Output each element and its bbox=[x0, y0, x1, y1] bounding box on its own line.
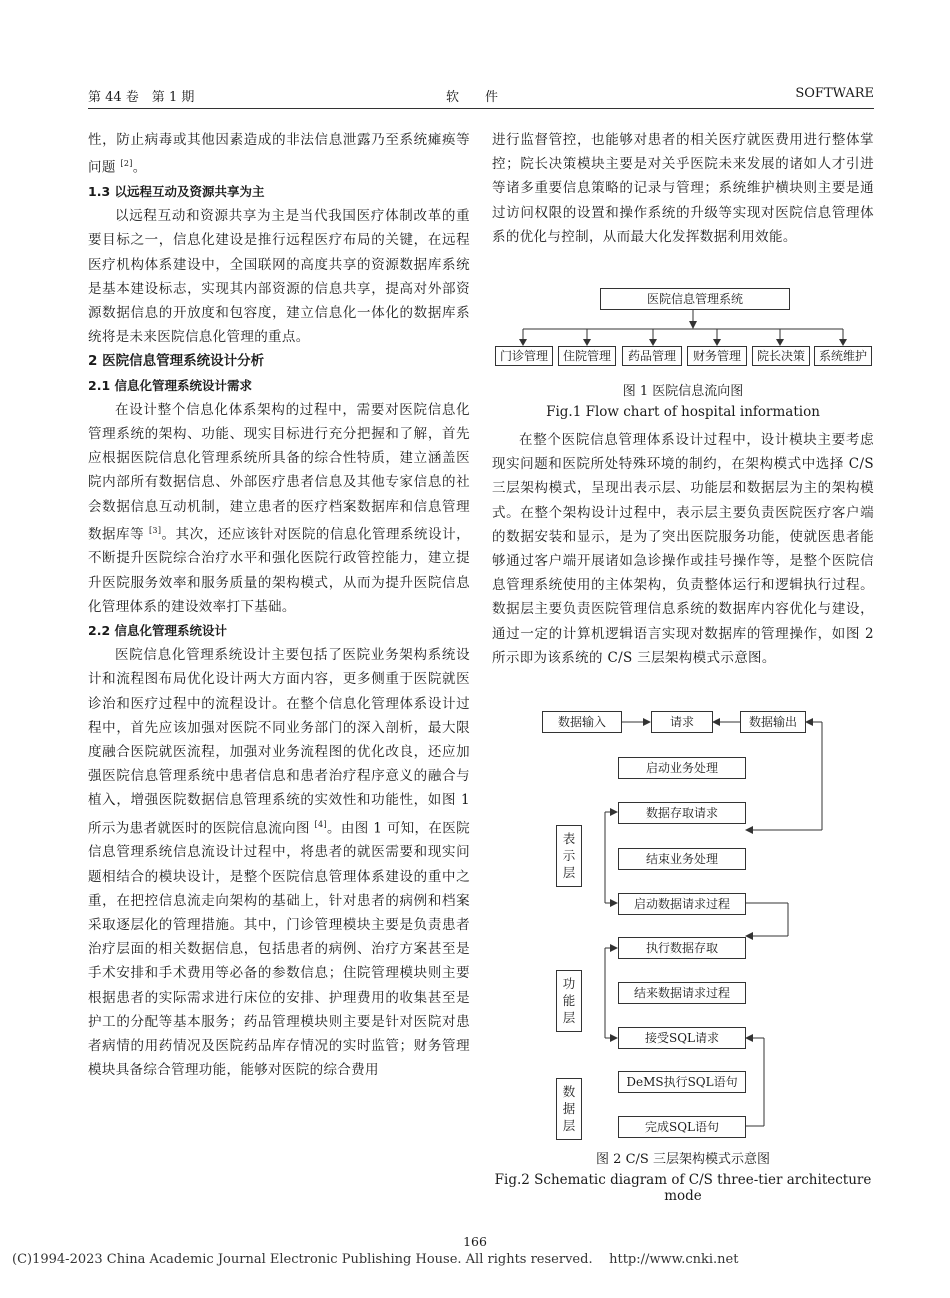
running-header-english: SOFTWARE bbox=[795, 86, 874, 101]
paragraph: 在整个医院信息管理体系设计过程中，设计模块主要考虑现实问题和医院所处特殊环境的制约，在架构模式中选择 C/S 三层架构模式，呈现出表示层、功能层和数据层为主的架构模式。在整个架构设计过程中，表示层主要负责医院医疗客户端的数据安装和显示，是为了突出医院服务功能，使就医患者能够通过客户端开展诸如急诊操作或挂号操作等，是整个医院信息管理系统使用的主体架构，负责整体运行和逻辑执行过程。数据层主要负责医院管理信息系统的数据库内容优化与建设，通过一定的计算机逻辑语言实现对数据库的管理操作，如图 2 所示即为该系统的 C/S 三层架构模式示意图。 bbox=[492, 432, 874, 666]
fig2-step-box: 结束业务处理 bbox=[618, 848, 746, 870]
copyright-notice: (C)1994-2023 China Academic Journal Electronic Publishing House. All rights reserved. http://www.cnki.net bbox=[12, 1252, 739, 1267]
fig2-step-box: 执行数据存取 bbox=[618, 937, 746, 959]
figure-1-caption-en: Fig.1 Flow chart of hospital information bbox=[546, 404, 820, 420]
running-header-volume: 第 44 卷 第 1 期 bbox=[88, 90, 195, 105]
fig2-layer-label-data: 数据层 bbox=[556, 1078, 582, 1140]
fig1-module-box: 药品管理 bbox=[622, 346, 682, 366]
fig2-step-box: DeMS执行SQL语句 bbox=[618, 1071, 746, 1093]
fig2-data-output-box: 数据输出 bbox=[740, 711, 806, 733]
fig2-step-box: 结来数据请求过程 bbox=[618, 982, 746, 1004]
section-heading-2-2: 2.2 信息化管理系统设计 bbox=[88, 623, 227, 639]
running-header-journal: 软 件 bbox=[446, 90, 499, 105]
page-number: 166 bbox=[463, 1234, 487, 1249]
paragraph: 在设计整个信息化体系架构的过程中，需要对医院信息化管理系统的架构、功能、现实目标进行充分把握和了解，首先应根据医院信息化管理系统所具备的综合性特质，建立涵盖医院内部所有数据信息、外部医疗患者信息及其他专家信息的社会数据信息互动机制，建立患者的医疗档案数据库和信息管理数据库等 [3]。其次，还应该针对医院的信息化管理系统设计，不断提升医院综合治疗水平和强化医院行政管控能力，建立提升医院服务效率和服务质量的架构模式，从而为提升医院信息化管理体系的建设效率打下基础。 bbox=[88, 401, 471, 615]
fig2-layer-label-presentation: 表示层 bbox=[556, 825, 582, 887]
paragraph: 医院信息化管理系统设计主要包括了医院业务架构系统设计和流程图布局优化设计两大方面内容，更多侧重于医院就医诊治和医疗过程中的流程设计。在整个信息化管理体系设计过程中，首先应该加强对医院不同业务部门的深入剖析，最大限度融合医院就医流程，加强对业务流程图的优化改良，还应加强医院信息管理系统中患者信息和患者治疗程序意义的融合与植入，增强医院数据信息管理系统的实效性和功能性，如图 1 所示为患者就医时的医院信息流向图 [4]。由图 1 可知，在医院信息管理系统信息流设计过程中，将患者的就医需要和现实问题相结合的模块设计，是整个医院信息管理体系建设的重中之重，在把控信息流走向架构的基础上，针对患者的病例和档案采取逐层化的管理措施。其中，门诊管理模块主要是负责患者治疗层面的相关数据信息，包括患者的病例、治疗方案甚至是手术安排和手术费用等必备的参数信息；住院管理模块则主要根据患者的实际需求进行床位的安排、护理费用的收集甚至是护工的分配等基本服务；药品管理模块则主要是针对医院对患者病情的用药情况及医院药品库存情况的实时监管；财务管理模块具备综合管理功能，能够对医院的综合费用 bbox=[88, 647, 470, 1079]
fig2-request-box: 请求 bbox=[651, 711, 713, 733]
figure-1-caption-cn: 图 1 医院信息流向图 bbox=[622, 384, 744, 399]
paragraph: 性，防止病毒或其他因素造成的非法信息泄露乃至系统瘫痪等问题 [2]。 bbox=[88, 132, 470, 176]
fig2-data-input-box: 数据输入 bbox=[542, 711, 622, 733]
fig2-step-box: 启动数据请求过程 bbox=[618, 893, 746, 915]
fig1-module-box: 财务管理 bbox=[687, 346, 747, 366]
paragraph: 进行监督管控，也能够对患者的相关医疗就医费用进行整体掌控；院长决策模块主要是对关乎医院未来发展的诸如人才引进等诸多重要信息策略的记录与管理；系统维护横块则主要是通过访问权限的设置和操作系统的升级等实现对医院信息管理体系的优化与控制，从而最大化发挥数据利用效能。 bbox=[492, 132, 874, 245]
section-heading-2: 2 医院信息管理系统设计分析 bbox=[88, 353, 265, 370]
figure-2-caption-cn: 图 2 C/S 三层架构模式示意图 bbox=[596, 1152, 770, 1167]
fig2-step-box: 完成SQL语句 bbox=[618, 1116, 746, 1138]
figure-2-caption-en: Fig.2 Schematic diagram of C/S three-tier architecture mode bbox=[494, 1172, 872, 1204]
fig2-step-box: 接受SQL请求 bbox=[618, 1027, 746, 1049]
fig2-step-box: 数据存取请求 bbox=[618, 802, 746, 824]
fig1-module-box: 住院管理 bbox=[558, 346, 616, 366]
fig1-module-box: 院长决策 bbox=[752, 346, 810, 366]
fig2-step-box: 启动业务处理 bbox=[618, 757, 746, 779]
fig1-module-box: 系统维护 bbox=[814, 346, 872, 366]
fig2-layer-label-function: 功能层 bbox=[556, 970, 582, 1032]
section-heading-2-1: 2.1 信息化管理系统设计需求 bbox=[88, 377, 252, 393]
section-heading-1-3: 1.3 以远程互动及资源共享为主 bbox=[88, 183, 265, 199]
fig1-module-box: 门诊管理 bbox=[495, 346, 553, 366]
fig1-root-box: 医院信息管理系统 bbox=[600, 288, 790, 310]
paragraph: 以远程互动和资源共享为主是当代我国医疗体制改革的重要目标之一，信息化建设是推行远程医疗布局的关键，在远程医疗机构体系建设中，全国联网的高度共享的资源数据库系统是基本建设标志，实现其内部资源的信息共享，提高对外部资源数据信息的开放度和包容度，建立信息化一体化的数据库系统将是未来医院信息化管理的重点。 bbox=[88, 208, 470, 346]
